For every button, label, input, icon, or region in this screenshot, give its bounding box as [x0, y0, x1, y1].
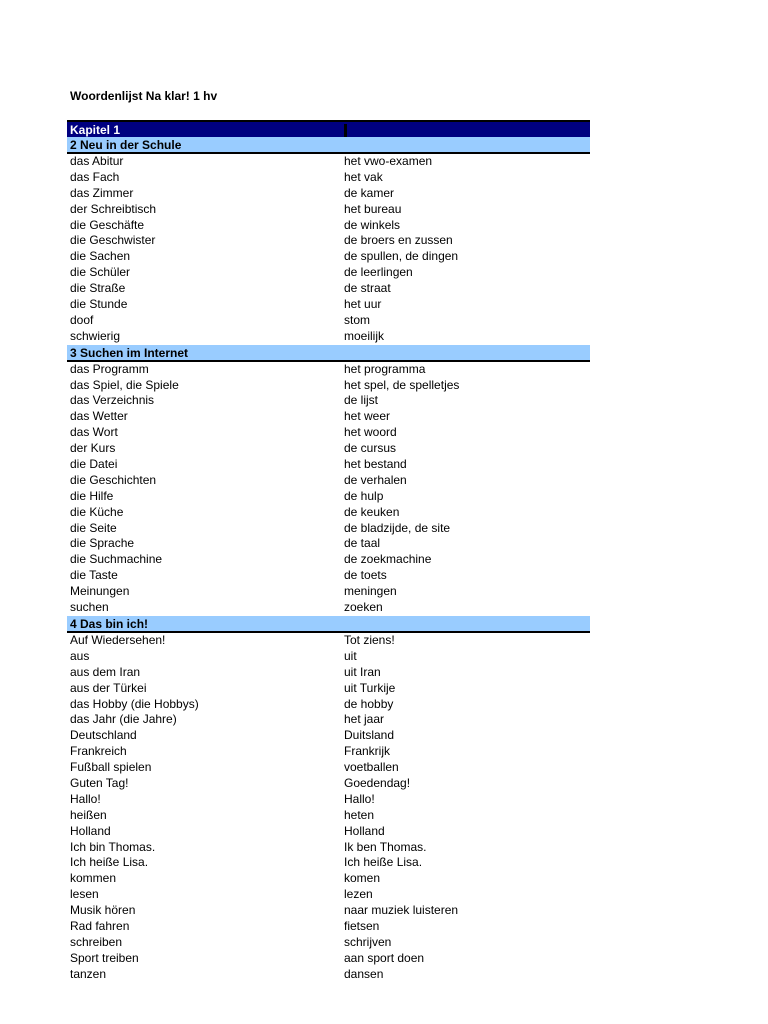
dutch-translation: de spullen, de dingen — [344, 249, 459, 264]
vocab-row — [67, 170, 590, 186]
dutch-translation: de toets — [344, 568, 387, 583]
german-term: die Hilfe — [70, 488, 114, 503]
vocab-row — [67, 536, 590, 552]
vocab-row — [67, 233, 590, 249]
german-term: lesen — [70, 887, 99, 902]
vocab-row — [67, 633, 590, 649]
vocab-row — [67, 665, 590, 681]
german-term: die Suchmachine — [70, 552, 163, 567]
cell-cursor — [344, 124, 347, 137]
vocab-row — [67, 393, 590, 409]
vocab-row — [67, 329, 590, 345]
dutch-translation: het bestand — [344, 457, 407, 472]
vocab-row — [67, 378, 590, 394]
german-term: das Programm — [70, 361, 149, 376]
section-heading: 4 Das bin ich! — [67, 616, 590, 633]
vocab-row — [67, 521, 590, 537]
vocab-row — [67, 489, 590, 505]
dutch-translation: de broers en zussen — [344, 233, 453, 248]
german-term: das Jahr (die Jahre) — [70, 712, 177, 727]
dutch-translation: het weer — [344, 409, 391, 424]
dutch-translation: Ik ben Thomas. — [344, 839, 427, 854]
chapter-header — [67, 120, 590, 137]
german-term: die Sprache — [70, 536, 135, 551]
vocab-row — [67, 202, 590, 218]
german-term: Frankreich — [70, 744, 127, 759]
vocab-row — [67, 568, 590, 584]
german-term: das Wort — [70, 425, 118, 440]
vocab-row — [67, 887, 590, 903]
dutch-translation: het spel, de spelletjes — [344, 377, 460, 392]
dutch-translation: Ich heiße Lisa. — [344, 855, 423, 870]
german-term: die Sachen — [70, 249, 131, 264]
vocab-row — [67, 792, 590, 808]
vocab-row — [67, 281, 590, 297]
vocab-row — [67, 186, 590, 202]
german-term: Fußball spielen — [70, 760, 152, 775]
vocab-row — [67, 473, 590, 489]
german-term: Rad fahren — [70, 918, 130, 933]
german-term: aus der Türkei — [70, 680, 147, 695]
german-term: tanzen — [70, 966, 107, 981]
german-term: die Geschäfte — [70, 217, 145, 232]
german-term: Musik hören — [70, 903, 136, 918]
dutch-translation: komen — [344, 871, 381, 886]
sections-container — [67, 137, 590, 983]
german-term: Meinungen — [70, 584, 130, 599]
dutch-translation: de zoekmachine — [344, 552, 432, 567]
vocab-row — [67, 584, 590, 600]
dutch-translation: de verhalen — [344, 472, 407, 487]
german-term: die Datei — [70, 457, 118, 472]
dutch-translation: Holland — [344, 823, 385, 838]
german-term: die Taste — [70, 568, 118, 583]
german-term: aus dem Iran — [70, 664, 141, 679]
german-term: die Küche — [70, 504, 124, 519]
german-term: der Schreibtisch — [70, 201, 157, 216]
vocabulary-table — [67, 120, 590, 983]
german-term: die Stunde — [70, 297, 128, 312]
dutch-translation: de kamer — [344, 185, 395, 200]
dutch-translation: uit — [344, 648, 357, 663]
dutch-translation: Goedendag! — [344, 775, 411, 790]
vocab-row — [67, 505, 590, 521]
dutch-translation: fietsen — [344, 918, 380, 933]
dutch-translation: het vwo-examen — [344, 154, 433, 168]
german-term: Auf Wiedersehen! — [70, 632, 166, 647]
german-term: schreiben — [70, 934, 123, 949]
german-term: die Geschichten — [70, 472, 157, 487]
german-term: der Kurs — [70, 441, 116, 456]
dutch-translation: lezen — [344, 887, 373, 902]
german-term: die Seite — [70, 520, 117, 535]
german-term: heißen — [70, 807, 107, 822]
section-heading: 2 Neu in der Schule — [67, 137, 590, 154]
german-term: doof — [70, 312, 94, 327]
vocab-row — [67, 154, 590, 170]
vocab-row — [67, 425, 590, 441]
vocab-row — [67, 855, 590, 871]
german-term: die Geschwister — [70, 233, 156, 248]
vocab-row — [67, 697, 590, 713]
german-term: das Abitur — [70, 154, 124, 168]
german-term: Guten Tag! — [70, 775, 129, 790]
dutch-translation: Tot ziens! — [344, 632, 395, 647]
german-term: das Zimmer — [70, 185, 134, 200]
german-term: das Hobby (die Hobbys) — [70, 696, 199, 711]
dutch-translation: meningen — [344, 584, 397, 599]
vocab-row — [67, 808, 590, 824]
vocab-row — [67, 441, 590, 457]
dutch-translation: voetballen — [344, 760, 399, 775]
chapter-label: Kapitel 1 — [70, 123, 121, 137]
dutch-translation: de cursus — [344, 441, 397, 456]
vocab-row — [67, 600, 590, 616]
dutch-translation: heten — [344, 807, 375, 822]
vocab-row — [67, 951, 590, 967]
vocab-row — [67, 919, 590, 935]
vocab-row — [67, 362, 590, 378]
german-term: kommen — [70, 871, 117, 886]
dutch-translation: de hulp — [344, 488, 384, 503]
german-term: Holland — [70, 823, 111, 838]
dutch-translation: aan sport doen — [344, 950, 425, 965]
vocab-row — [67, 776, 590, 792]
dutch-translation: naar muziek luisteren — [344, 903, 459, 918]
german-term: Hallo! — [70, 791, 101, 806]
dutch-translation: Frankrijk — [344, 744, 391, 759]
document-title: Woordenlijst Na klar! 1 hv — [70, 89, 218, 103]
section-heading: 3 Suchen im Internet — [67, 345, 590, 362]
dutch-translation: het vak — [344, 169, 383, 184]
vocab-row — [67, 712, 590, 728]
vocab-row — [67, 313, 590, 329]
dutch-translation: Hallo! — [344, 791, 375, 806]
vocab-row — [67, 249, 590, 265]
dutch-translation: uit Turkije — [344, 680, 396, 695]
dutch-translation: de keuken — [344, 504, 400, 519]
dutch-translation: schrijven — [344, 934, 392, 949]
vocab-row — [67, 218, 590, 234]
vocab-row — [67, 649, 590, 665]
vocab-row — [67, 681, 590, 697]
german-term: schwierig — [70, 328, 121, 343]
vocab-row — [67, 935, 590, 951]
dutch-translation: zoeken — [344, 600, 383, 615]
german-term: suchen — [70, 600, 109, 615]
vocab-row — [67, 840, 590, 856]
dutch-translation: de winkels — [344, 217, 401, 232]
vocab-row — [67, 871, 590, 887]
german-term: Ich heiße Lisa. — [70, 855, 149, 870]
german-term: aus — [70, 648, 90, 663]
vocab-row — [67, 760, 590, 776]
dutch-translation: Duitsland — [344, 728, 395, 743]
german-term: Deutschland — [70, 728, 137, 743]
dutch-translation: het bureau — [344, 201, 402, 216]
vocab-row — [67, 728, 590, 744]
dutch-translation: de bladzijde, de site — [344, 520, 451, 535]
dutch-translation: het jaar — [344, 712, 385, 727]
dutch-translation: de hobby — [344, 696, 394, 711]
vocab-row — [67, 297, 590, 313]
dutch-translation: de straat — [344, 281, 391, 296]
german-term: Ich bin Thomas. — [70, 839, 156, 854]
vocab-row — [67, 903, 590, 919]
dutch-translation: uit Iran — [344, 664, 381, 679]
dutch-translation: het woord — [344, 425, 397, 440]
vocab-row — [67, 409, 590, 425]
dutch-translation: de lijst — [344, 393, 379, 408]
vocab-row — [67, 265, 590, 281]
dutch-translation: de leerlingen — [344, 265, 413, 280]
german-term: die Schüler — [70, 265, 131, 280]
german-term: die Straße — [70, 281, 126, 296]
vocab-row — [67, 967, 590, 983]
dutch-translation: de taal — [344, 536, 381, 551]
german-term: Sport treiben — [70, 950, 139, 965]
dutch-translation: moeilijk — [344, 328, 385, 343]
german-term: das Fach — [70, 169, 120, 184]
dutch-translation: het uur — [344, 297, 382, 312]
german-term: das Wetter — [70, 409, 128, 424]
german-term: das Spiel, die Spiele — [70, 377, 179, 392]
german-term: das Verzeichnis — [70, 393, 155, 408]
vocab-row — [67, 457, 590, 473]
vocab-row — [67, 824, 590, 840]
dutch-translation: stom — [344, 312, 371, 327]
dutch-translation: het programma — [344, 361, 426, 376]
vocab-row — [67, 744, 590, 760]
vocab-row — [67, 552, 590, 568]
dutch-translation: dansen — [344, 966, 384, 981]
